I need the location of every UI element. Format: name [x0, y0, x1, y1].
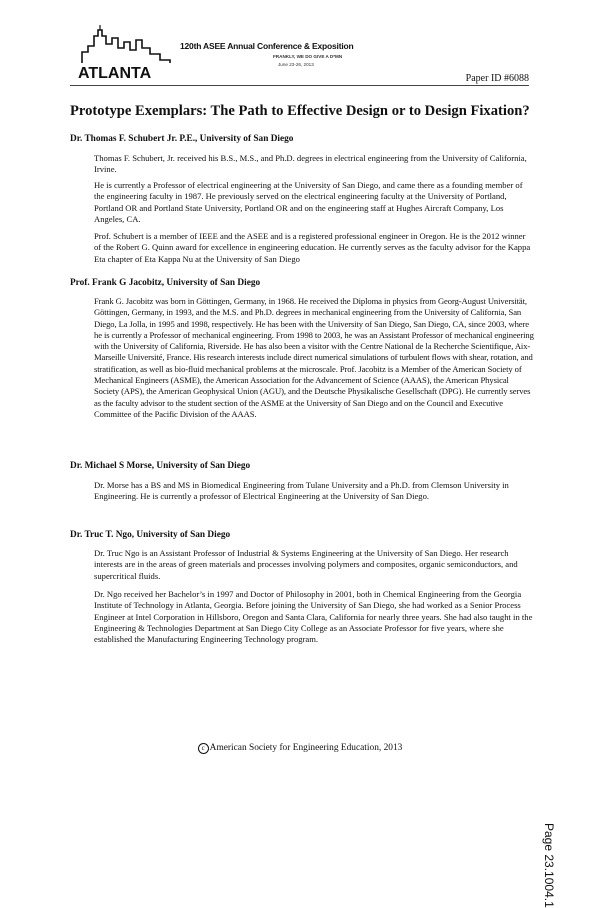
conference-tagline: FRANKLY, WE DO GIVE A D*MN — [273, 54, 343, 59]
bio-paragraph: Thomas F. Schubert, Jr. received his B.S., M.S., and Ph.D. degrees in electrical engineering from the University of California, Irvine. — [94, 153, 527, 175]
author-name: Dr. Thomas F. Schubert Jr. P.E., University of San Diego — [70, 134, 294, 144]
logo-city-text: ATLANTA — [78, 65, 152, 82]
bio-paragraph: Frank G. Jacobitz was born in Göttingen, Germany, in 1968. He received the Diploma in physics from Georg-August Universität, Göttingen, Germany, in 1993, and the M.S. and Ph.D. degrees in mechanical engineering from the University of California, San Diego, La Jolla, in 1995 and 1998, respectively. He has been with the University of San Diego, San Diego, CA, since 2003, where he is currently a Professor of mechanical engineering. From 1998 to 2003, he was an Assistant Professor of mechanical engineering with the University of California, Riverside. He has also been a visitor with the Centre National de la Recherche Scientifique, Aix-Marseille Université, France. His research interests include direct numerical simulations of turbulent flows with shear, rotation, and stratification, as well as bio-fluid mechanical problems at the microscale. Prof. Jacobitz is a Member of the American Society of Mechanical Engineers (ASME), the American Association for the Advancement of Science (AAAS), the American Physical Society (APS), the American Geophysical Union (AGU), and the Deutsche Physikalische Gesellschaft (DPG). He currently serves as the faculty advisor to the student section of the ASME at the University of San Diego and on the Council and Executive Committee of the Pacific Division of the AAAS. — [94, 296, 534, 419]
conference-header — [180, 41, 353, 67]
author-name: Dr. Michael S Morse, University of San Diego — [70, 461, 251, 471]
atlanta-skyline-logo — [78, 22, 188, 84]
bio-paragraph: Dr. Ngo received her Bachelor’s in 1997 and Doctor of Philosophy in 2001, both in Chemical Engineering from the Georgia Institute of Technology in Atlanta, Georgia. Before joining the University of San Diego, she had worked as a Senior Process Engineer at Intel Corporation in Hillsboro, Oregon and Santa Clara, California for nearly three years. She had also taught in the Engineering & Technologies Department at San Diego City College as an Associate Professor for five years, where she established the Manufacturing Engineering Technology program. — [94, 589, 533, 645]
copyright-text: American Society for Engineering Education, 2013 — [209, 743, 403, 753]
side-page-number: Page 23.1004.1 — [542, 823, 556, 908]
header-divider — [70, 85, 529, 86]
conference-title: 120th ASEE Annual Conference & Exposition — [180, 41, 354, 51]
bio-paragraph: Dr. Truc Ngo is an Assistant Professor of Industrial & Systems Engineering at the University of San Diego. Her research interests are in the areas of green materials and processes involving polymers and composites, organic semiconductors, and supercritical fluids. — [94, 548, 518, 581]
copyright-symbol: c — [198, 743, 209, 754]
copyright-footer — [0, 743, 600, 754]
bio-paragraph: He is currently a Professor of electrical engineering at the University of San Diego, and came there as a founding member of the engineering faculty in 1987. He previously served on the electrical engineering faculty at the University of Portland, Portland OR and Portland State University, Portland OR and on the engineering staff at Hughes Aircraft Company, Los Angeles, CA. — [94, 180, 523, 224]
author-name: Prof. Frank G Jacobitz, University of San Diego — [70, 278, 261, 288]
paper-title: Prototype Exemplars: The Path to Effective Design or to Design Fixation? — [70, 103, 530, 119]
bio-paragraph: Dr. Morse has a BS and MS in Biomedical Engineering from Tulane University and a Ph.D. from Clemson University in Engineering. He is currently a professor of Electrical Engineering at the University of San Diego. — [94, 480, 509, 502]
bio-paragraph: Prof. Schubert is a member of IEEE and the ASEE and is a registered professional engineer in Oregon. He is the 2012 winner of the Robert G. Quinn award for excellence in engineering education. He currently serves as the faculty advisor for the Kappa Eta chapter of Eta Kappa Nu at the University of San Diego — [94, 231, 531, 264]
author-name: Dr. Truc T. Ngo, University of San Diego — [70, 530, 231, 540]
paper-id: Paper ID #6088 — [465, 73, 529, 84]
conference-dates: June 23-26, 2013 — [278, 62, 314, 67]
